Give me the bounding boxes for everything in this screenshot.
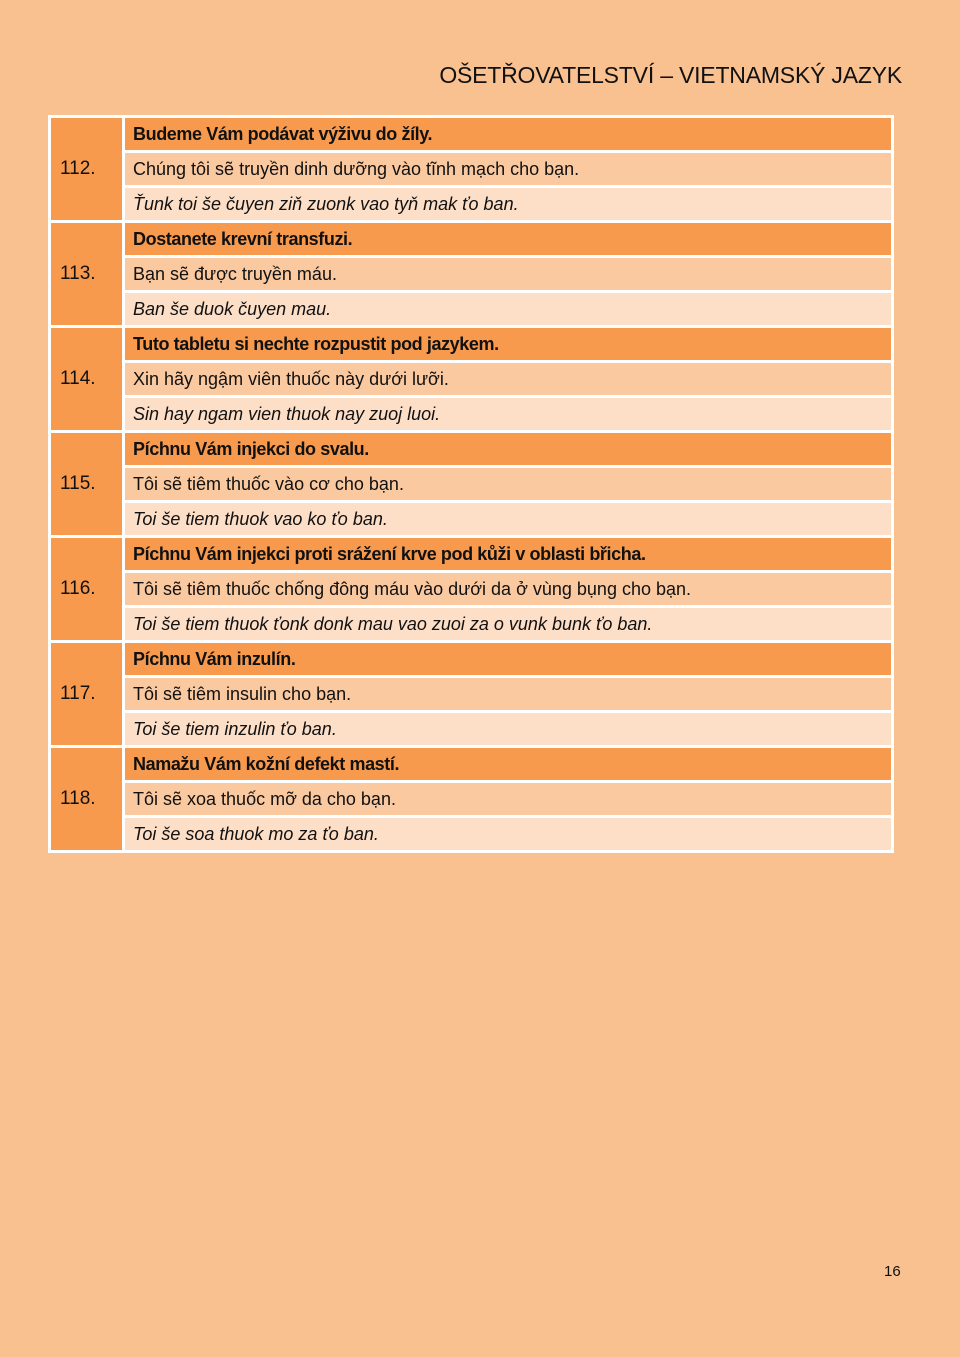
- phrase-table: [48, 115, 894, 853]
- table-row: [50, 747, 893, 852]
- phrase-cell: [124, 222, 893, 327]
- page-number: 16: [884, 1263, 901, 1280]
- phrase-cell: [124, 537, 893, 642]
- phrase-cell: [124, 327, 893, 432]
- phrase-cell: [124, 642, 893, 747]
- table-row: [50, 327, 893, 432]
- row-number: 118.: [50, 747, 124, 852]
- pronunciation-phrase: Ban še duok čuyen mau.: [125, 293, 891, 325]
- table-row: [50, 222, 893, 327]
- row-number: 112.: [50, 117, 124, 222]
- pronunciation-phrase: Toi še tiem thuok ťonk donk mau vao zuoi za o vunk bunk ťo ban.: [125, 608, 891, 640]
- pronunciation-phrase: Sin hay ngam vien thuok nay zuoj luoi.: [125, 398, 891, 430]
- row-number: 116.: [50, 537, 124, 642]
- page-header-title: OŠETŘOVATELSTVÍ – VIETNAMSKÝ JAZYK: [439, 62, 902, 88]
- czech-phrase: Píchnu Vám injekci do svalu.: [125, 433, 891, 468]
- vietnamese-phrase: Tôi sẽ tiêm thuốc chống đông máu vào dưới da ở vùng bụng cho bạn.: [125, 573, 891, 608]
- table-row: [50, 432, 893, 537]
- vietnamese-phrase: Tôi sẽ tiêm insulin cho bạn.: [125, 678, 891, 713]
- czech-phrase: Namažu Vám kožní defekt mastí.: [125, 748, 891, 783]
- table-row: [50, 117, 893, 222]
- vietnamese-phrase: Tôi sẽ tiêm thuốc vào cơ cho bạn.: [125, 468, 891, 503]
- pronunciation-phrase: Toi še tiem thuok vao ko ťo ban.: [125, 503, 891, 535]
- row-number: 117.: [50, 642, 124, 747]
- czech-phrase: Píchnu Vám inzulín.: [125, 643, 891, 678]
- table-row: [50, 537, 893, 642]
- row-number: 115.: [50, 432, 124, 537]
- phrase-cell: [124, 747, 893, 852]
- vietnamese-phrase: Tôi sẽ xoa thuốc mỡ da cho bạn.: [125, 783, 891, 818]
- vietnamese-phrase: Bạn sẽ được truyền máu.: [125, 258, 891, 293]
- czech-phrase: Píchnu Vám injekci proti srážení krve pod kůži v oblasti břicha.: [125, 538, 891, 573]
- table-row: [50, 642, 893, 747]
- row-number: 114.: [50, 327, 124, 432]
- czech-phrase: Budeme Vám podávat výživu do žíly.: [125, 118, 891, 153]
- czech-phrase: Dostanete krevní transfuzi.: [125, 223, 891, 258]
- vietnamese-phrase: Xin hãy ngậm viên thuốc này dưới lưỡi.: [125, 363, 891, 398]
- pronunciation-phrase: Toi še soa thuok mo za ťo ban.: [125, 818, 891, 850]
- phrase-cell: [124, 117, 893, 222]
- pronunciation-phrase: Ťunk toi še čuyen ziň zuonk vao tyň mak ťo ban.: [125, 188, 891, 220]
- czech-phrase: Tuto tabletu si nechte rozpustit pod jazykem.: [125, 328, 891, 363]
- row-number: 113.: [50, 222, 124, 327]
- vietnamese-phrase: Chúng tôi sẽ truyền dinh dưỡng vào tĩnh mạch cho bạn.: [125, 153, 891, 188]
- pronunciation-phrase: Toi še tiem inzulin ťo ban.: [125, 713, 891, 745]
- phrase-cell: [124, 432, 893, 537]
